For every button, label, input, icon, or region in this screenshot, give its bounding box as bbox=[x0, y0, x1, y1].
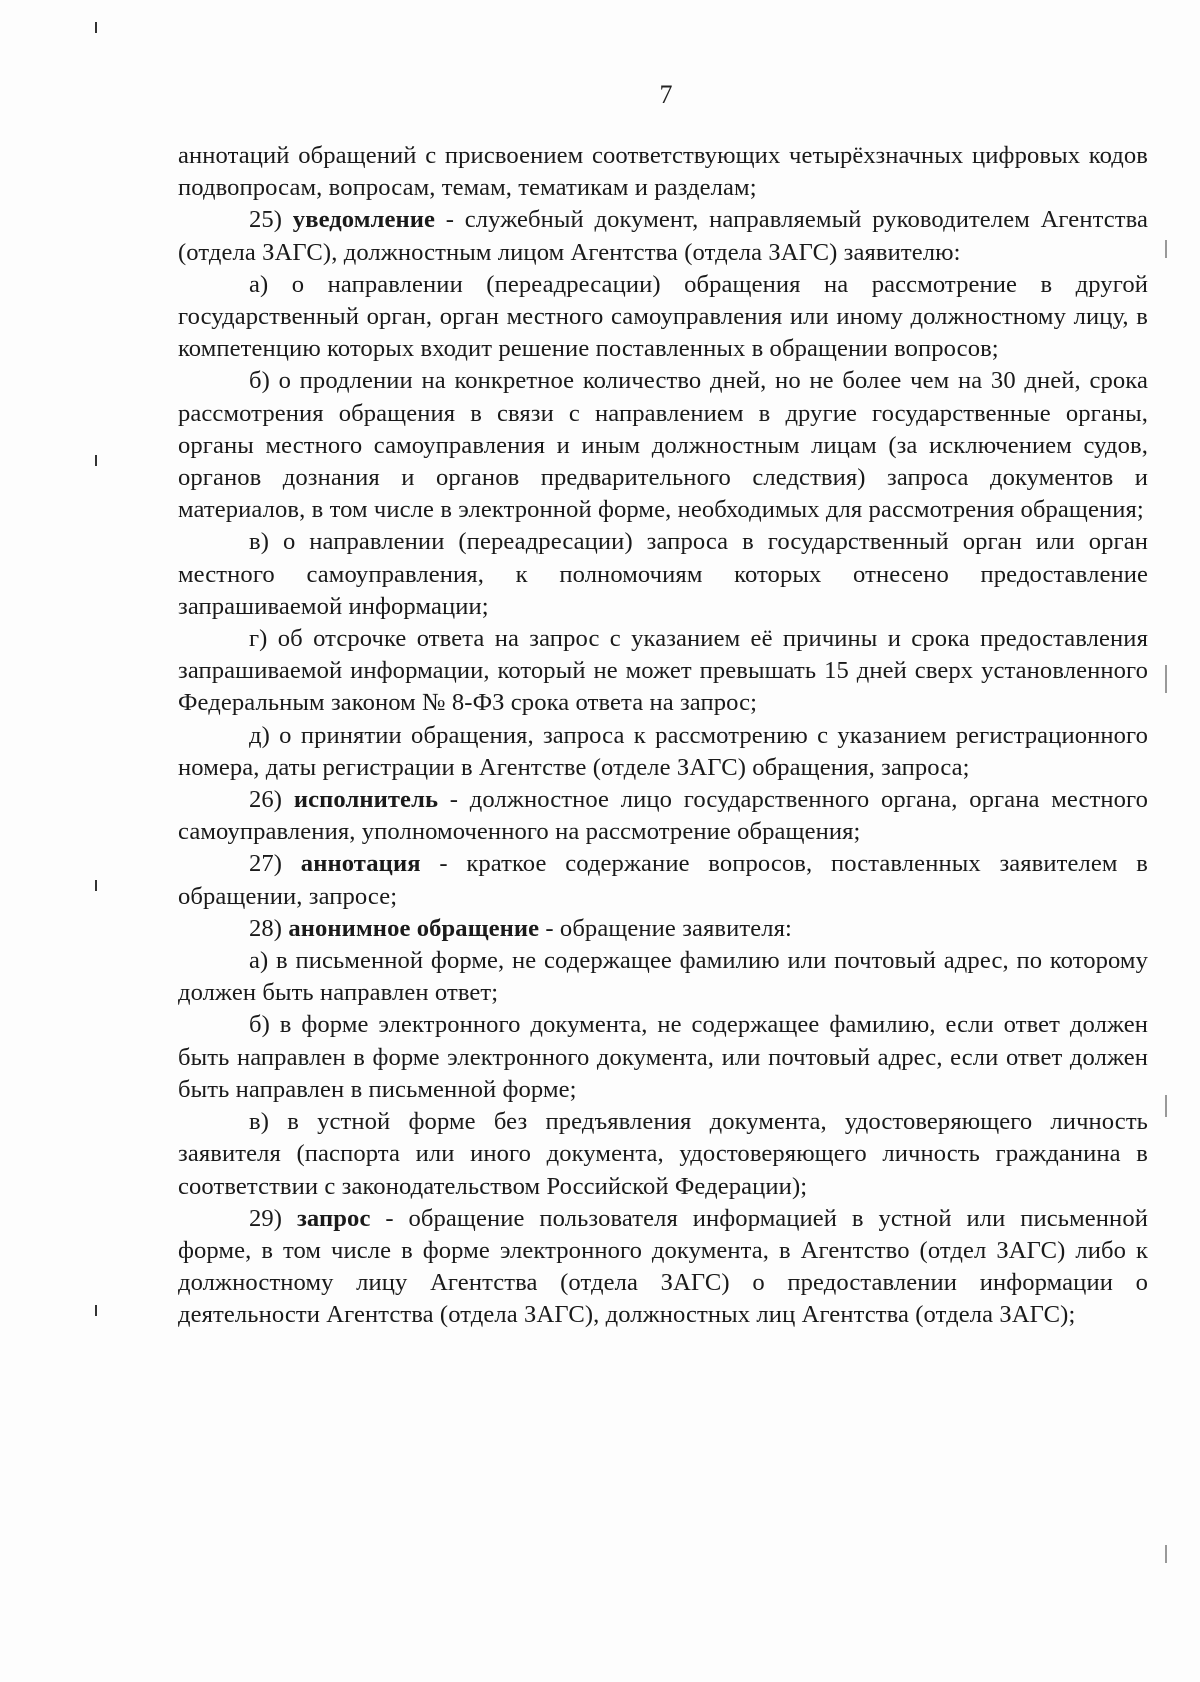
scan-edge-mark bbox=[1165, 1545, 1167, 1563]
paragraph-text: а) о направлении (переадресации) обращения на рассмотрение в другой государственный орган, орган местного самоуправления или иному должностному лицу, в компетенцию которых входит решение поставленных в обращении вопросов; bbox=[178, 270, 1148, 363]
paragraph-text: в) о направлении (переадресации) запроса в государственный орган или орган местного самоуправления, к полномочиям которых отнесено предоставление запрашиваемой информации; bbox=[178, 528, 1148, 620]
margin-mark bbox=[95, 880, 97, 891]
defined-term: уведомление bbox=[292, 206, 436, 234]
paragraph-text: г) об отсрочке ответа на запрос с указанием её причины и срока предоставления запрашиваемой информации, который не может превышать 15 дней сверх установленного Федеральным законом № 8-ФЗ срока ответа на запрос; bbox=[178, 625, 1148, 717]
definition-text: - обращение заявителя: bbox=[539, 914, 792, 942]
subitem-b bbox=[178, 365, 1148, 526]
definition-26 bbox=[178, 784, 1148, 848]
subitem-d bbox=[178, 720, 1148, 784]
item-number: 27) bbox=[249, 850, 301, 878]
definition-text: - должностное лицо государственного органа, органа местного самоуправления, уполномоченного на рассмотрение обращения; bbox=[178, 786, 1148, 846]
margin-mark bbox=[95, 22, 97, 33]
item-number: 28) bbox=[249, 914, 289, 942]
subitem-a bbox=[178, 269, 1148, 366]
subitem-v bbox=[178, 1106, 1148, 1203]
definition-25 bbox=[178, 204, 1148, 268]
paragraph-text: б) о продлении на конкретное количество дней, но не более чем на 30 дней, срока рассмотрения обращения в связи с направлением в другие государственные органы, органы местного самоуправления и иным должностным лицам (за исключением судов, органов дознания и органов предварительного следствия) запроса документов и материалов, в том числе в электронной форме, необходимых для рассмотрения обращения; bbox=[178, 367, 1148, 524]
subitem-b bbox=[178, 1009, 1148, 1106]
scan-edge-mark bbox=[1165, 665, 1167, 693]
paragraph-continuation bbox=[178, 140, 1148, 204]
margin-mark bbox=[95, 455, 97, 466]
defined-term: аннотация bbox=[300, 850, 421, 878]
item-number: 25) bbox=[249, 206, 293, 234]
definition-27 bbox=[178, 848, 1148, 912]
document-body bbox=[178, 140, 1148, 1332]
defined-term: анонимное обращение bbox=[288, 914, 540, 942]
page-number: 7 bbox=[659, 80, 673, 109]
definition-text: - краткое содержание вопросов, поставленных заявителем в обращении, запросе; bbox=[178, 850, 1148, 910]
paragraph-text: в) в устной форме без предъявления документа, удостоверяющего личность заявителя (паспорта или иного документа, удостоверяющего личность гражданина в соответствии с законодательством Российской Федерации); bbox=[178, 1108, 1148, 1200]
definition-29 bbox=[178, 1203, 1148, 1332]
defined-term: запрос bbox=[296, 1204, 371, 1232]
defined-term: исполнитель bbox=[293, 786, 439, 814]
paragraph-text: аннотаций обращений с присвоением соответствующих четырёхзначных цифровых кодов подвопросам, вопросам, темам, тематикам и разделам; bbox=[178, 142, 1148, 202]
paragraph-text: д) о принятии обращения, запроса к рассмотрению с указанием регистрационного номера, даты регистрации в Агентстве (отделе ЗАГС) обращения, запроса; bbox=[178, 721, 1148, 781]
item-number: 26) bbox=[249, 786, 294, 814]
margin-mark bbox=[95, 1305, 97, 1316]
subitem-a bbox=[178, 945, 1148, 1009]
item-number: 29) bbox=[249, 1204, 297, 1232]
scan-edge-mark bbox=[1165, 240, 1167, 258]
subitem-g bbox=[178, 623, 1148, 720]
definition-text: - служебный документ, направляемый руководителем Агентства (отдела ЗАГС), должностным лицом Агентства (отдела ЗАГС) заявителю: bbox=[178, 206, 1148, 266]
definition-28 bbox=[178, 913, 1148, 945]
paragraph-text: б) в форме электронного документа, не содержащее фамилию, если ответ должен быть направлен в форме электронного документа, или почтовый адрес, если ответ должен быть направлен в письменной форме; bbox=[178, 1011, 1148, 1103]
subitem-v bbox=[178, 526, 1148, 623]
scan-edge-mark bbox=[1165, 1095, 1167, 1117]
definition-text: - обращение пользователя информацией в устной или письменной форме, в том числе в форме электронного документа, в Агентство (отдел ЗАГС) либо к должностному лицу Агентства (отдела ЗАГС) о предоставлении информации о деятельности Агентства (отдела ЗАГС), должностных лиц Агентства (отдела ЗАГС); bbox=[178, 1204, 1148, 1329]
paragraph-text: а) в письменной форме, не содержащее фамилию или почтовый адрес, по которому должен быть направлен ответ; bbox=[178, 947, 1148, 1007]
